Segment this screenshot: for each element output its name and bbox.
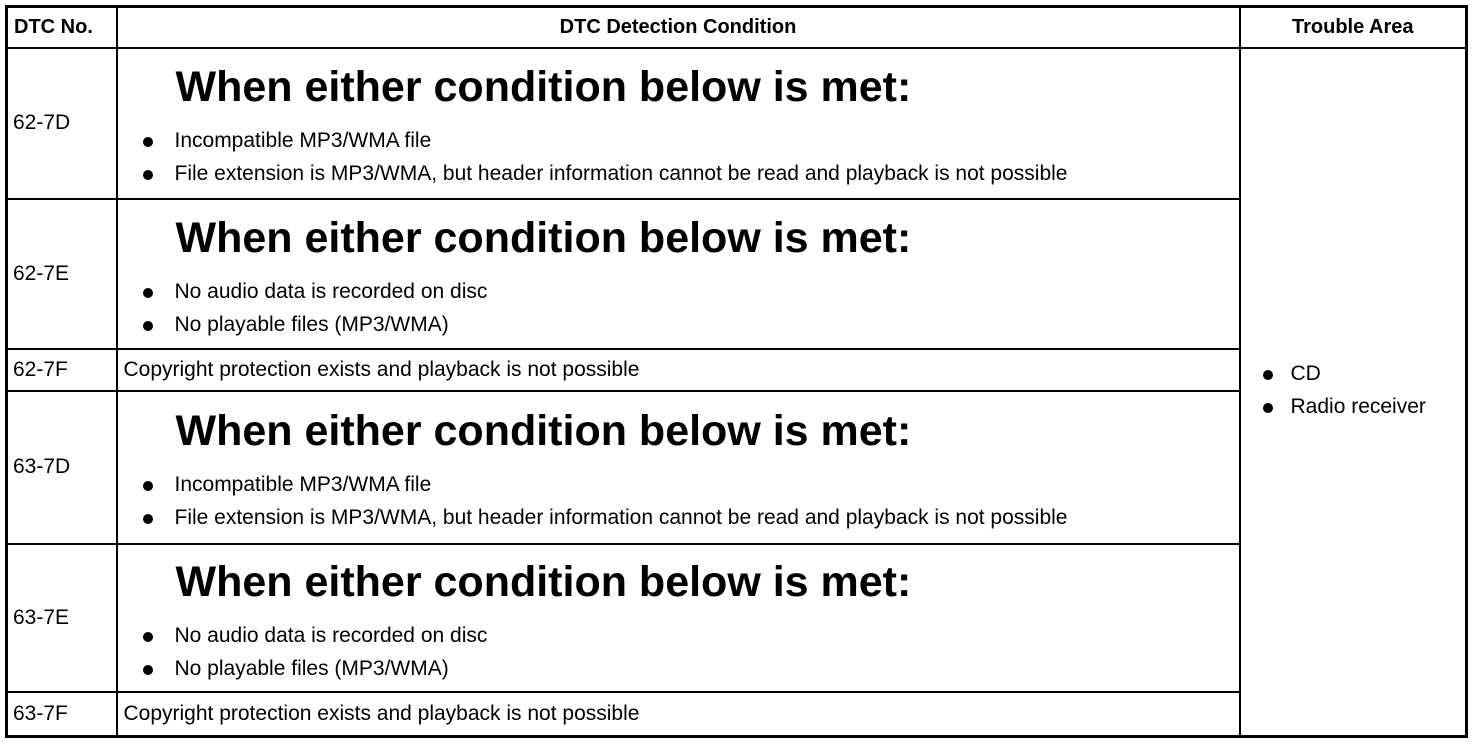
condition-list (124, 275, 1239, 341)
list-item: File extension is MP3/WMA, but header information cannot be read and playback is not possible (124, 501, 1239, 534)
dtc-code: 62-7F (7, 349, 117, 391)
header-dtc-no: DTC No. (7, 7, 117, 49)
list-item: No audio data is recorded on disc (124, 619, 1239, 652)
dtc-code: 63-7D (7, 391, 117, 544)
condition-heading: When either condition below is met: (175, 213, 912, 262)
condition-list (124, 124, 1239, 190)
list-item: Radio receiver (1241, 390, 1466, 423)
condition-heading: When either condition below is met: (175, 63, 912, 112)
trouble-area-list (1241, 357, 1466, 423)
table-header-row (7, 7, 1467, 49)
dtc-code: 63-7E (7, 544, 117, 693)
dtc-code: 63-7F (7, 692, 117, 736)
detection-condition: Copyright protection exists and playback is not possible (117, 349, 1240, 391)
detection-condition (117, 48, 1240, 199)
list-item: Incompatible MP3/WMA file (124, 124, 1239, 157)
list-item: No audio data is recorded on disc (124, 275, 1239, 308)
dtc-code: 62-7E (7, 199, 117, 350)
list-item: No playable files (MP3/WMA) (124, 652, 1239, 685)
table-row (7, 48, 1467, 199)
detection-condition (117, 199, 1240, 350)
trouble-area-cell (1240, 48, 1467, 737)
dtc-code: 62-7D (7, 48, 117, 199)
list-item: File extension is MP3/WMA, but header information cannot be read and playback is not possible (124, 157, 1239, 190)
condition-heading: When either condition below is met: (175, 407, 912, 456)
detection-condition: Copyright protection exists and playback is not possible (117, 692, 1240, 736)
list-item: Incompatible MP3/WMA file (124, 468, 1239, 501)
list-item: CD (1241, 357, 1466, 390)
header-detection-condition: DTC Detection Condition (117, 7, 1240, 49)
list-item: No playable files (MP3/WMA) (124, 308, 1239, 341)
condition-heading: When either condition below is met: (175, 558, 912, 607)
condition-list (124, 619, 1239, 685)
detection-condition (117, 391, 1240, 544)
condition-list (124, 468, 1239, 534)
dtc-table (5, 5, 1468, 738)
header-trouble-area: Trouble Area (1240, 7, 1467, 49)
detection-condition (117, 544, 1240, 693)
